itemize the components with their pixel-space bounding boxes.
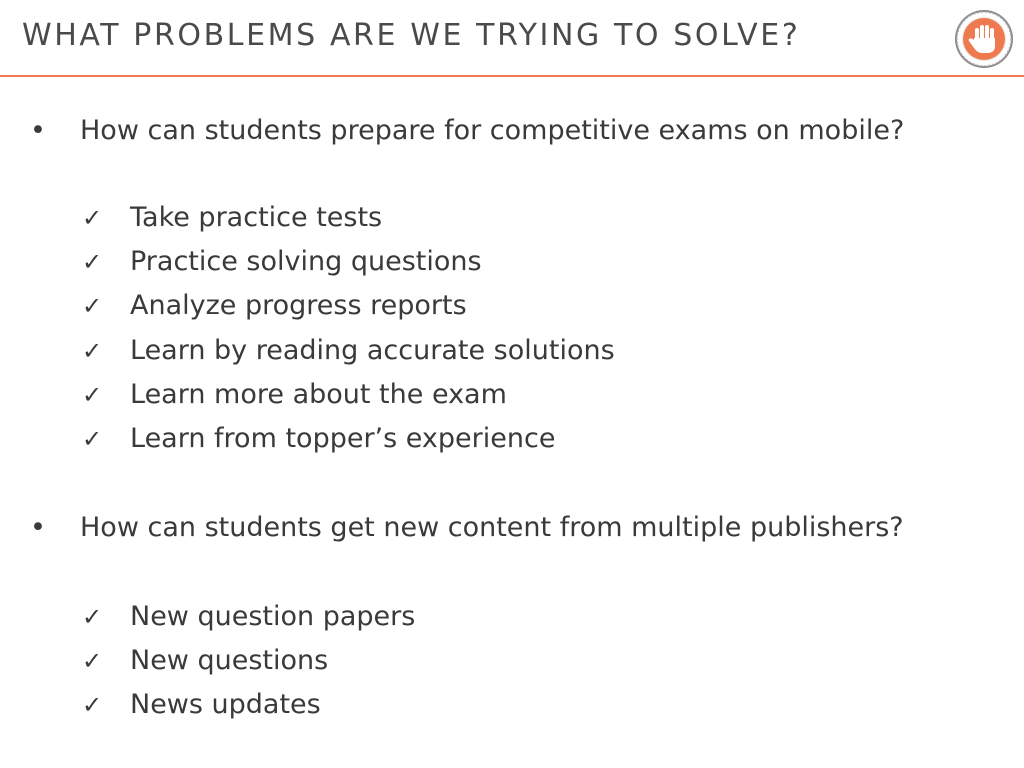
checkmark-icon: ✓ <box>82 381 103 409</box>
bullet-dot: • <box>30 512 46 543</box>
checkmark-icon: ✓ <box>82 425 103 453</box>
bullet-dot: • <box>30 115 46 146</box>
check-item-text: Take practice tests <box>130 202 383 233</box>
checkmark-icon: ✓ <box>82 248 103 276</box>
check-item-text: News updates <box>130 689 321 720</box>
question-text: How can students prepare for competitive exams on mobile? <box>80 115 905 146</box>
check-item-text: New question papers <box>130 601 416 632</box>
checkmark-icon: ✓ <box>82 691 103 719</box>
raised-hand-icon <box>953 8 1015 70</box>
question-text: How can students get new content from multiple publishers? <box>80 512 904 543</box>
checkmark-icon: ✓ <box>82 603 103 631</box>
check-item-text: Practice solving questions <box>130 246 482 277</box>
check-item-text: Learn from topper’s experience <box>130 423 556 454</box>
checkmark-icon: ✓ <box>82 292 103 320</box>
check-item-text: Analyze progress reports <box>130 290 467 321</box>
checkmark-icon: ✓ <box>82 337 103 365</box>
slide-title: WHAT PROBLEMS ARE WE TRYING TO SOLVE? <box>22 18 801 53</box>
check-item-text: Learn by reading accurate solutions <box>130 335 615 366</box>
checkmark-icon: ✓ <box>82 647 103 675</box>
check-item-text: Learn more about the exam <box>130 379 507 410</box>
check-item-text: New questions <box>130 645 329 676</box>
title-divider <box>0 75 1024 77</box>
checkmark-icon: ✓ <box>82 204 103 232</box>
